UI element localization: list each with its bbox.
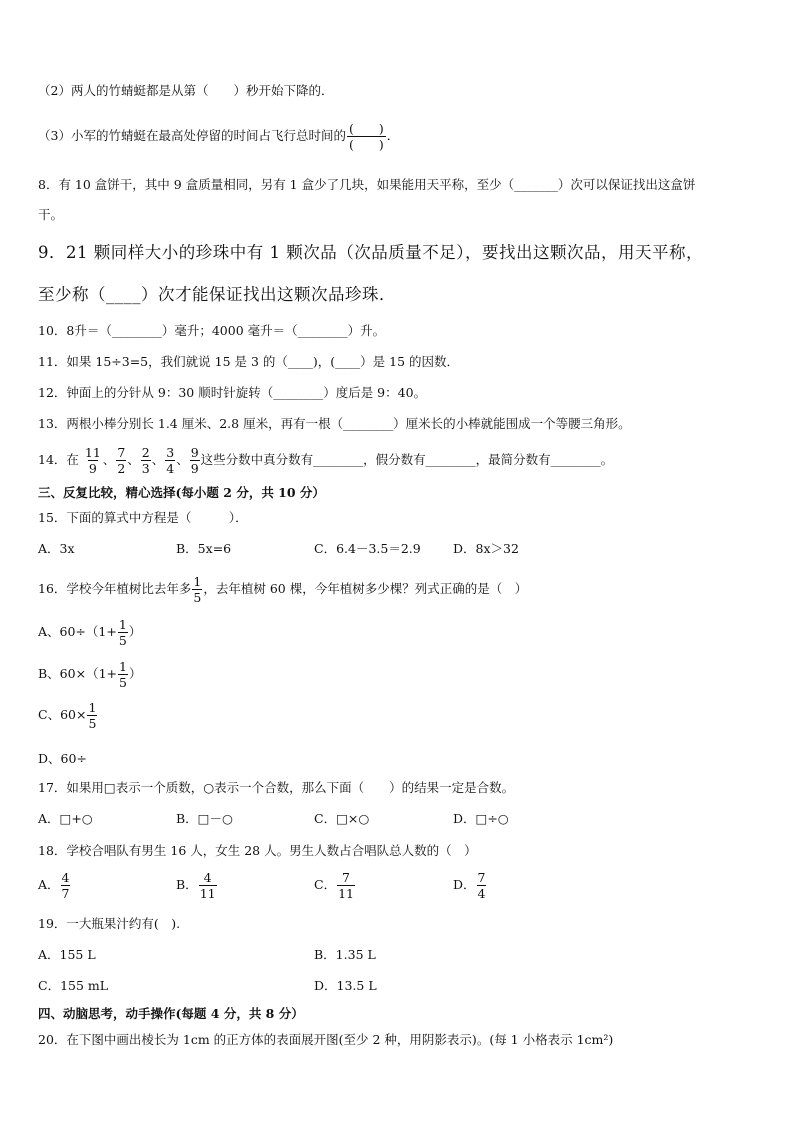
q14-sep: 、 bbox=[102, 452, 116, 467]
q14-frac-num: 7 bbox=[117, 445, 126, 460]
q14-fraction bbox=[116, 445, 126, 476]
q18-option-c[interactable] bbox=[314, 870, 356, 901]
q18-frac-den: 7 bbox=[61, 886, 70, 901]
q18-frac-num: 7 bbox=[477, 870, 486, 885]
q14-fraction bbox=[190, 445, 200, 476]
q19-option-d[interactable]: D．13.5 L bbox=[314, 978, 377, 993]
q12: 12．钟面上的分针从 9：30 顺时针旋转（________）度后是 9：40。 bbox=[38, 385, 427, 400]
q16-opt-a-fraction bbox=[118, 617, 128, 648]
section3-heading: 三、反复比较，精心选择(每小题 2 分，共 10 分） bbox=[38, 485, 325, 500]
q19-stem: 19．一大瓶果汁约有( ). bbox=[38, 916, 181, 931]
q14-fraction bbox=[141, 445, 151, 476]
q16-frac-den: 5 bbox=[119, 675, 127, 690]
q17-option-c[interactable]: C．□×○ bbox=[314, 811, 370, 826]
q10: 10．8升＝（________）毫升；4000 毫升＝（________）升。 bbox=[38, 323, 386, 338]
q7-sub3-fraction bbox=[347, 121, 386, 152]
q14-frac-num: 3 bbox=[166, 445, 175, 460]
q17-option-d[interactable]: D．□÷○ bbox=[453, 811, 509, 826]
q16-option-b[interactable] bbox=[38, 659, 141, 690]
q16-frac-den: 5 bbox=[193, 590, 202, 605]
q11: 11．如果 15÷3=5，我们就说 15 是 3 的（____)，(____）是 15 的因数． bbox=[38, 354, 459, 369]
q16-option-d[interactable]: D、60÷ bbox=[38, 751, 87, 766]
q16-frac-num: 1 bbox=[193, 574, 202, 589]
q14-sep: 、 bbox=[127, 452, 140, 467]
q14-frac-den: 4 bbox=[166, 461, 175, 476]
q16-frac-den: 5 bbox=[118, 633, 127, 648]
q16-option-c[interactable] bbox=[38, 700, 98, 731]
q16-opt-b-post: ） bbox=[128, 666, 142, 681]
q14-suffix: 这些分数中真分数有________，假分数有________，最简分数有________。 bbox=[200, 452, 614, 467]
q16-opt-a-post: ） bbox=[128, 624, 142, 639]
q8-line2: 干。 bbox=[38, 207, 64, 222]
q19-option-b[interactable]: B．1.35 L bbox=[314, 947, 376, 962]
q14-frac-num: 9 bbox=[190, 445, 199, 460]
q18-opt-label: D． bbox=[453, 877, 476, 892]
section4-heading: 四、动脑思考，动手操作(每题 4 分，共 8 分） bbox=[38, 1006, 304, 1021]
q16-opt-c-pre: C、60× bbox=[38, 707, 87, 722]
q17-option-b[interactable]: B．□－○ bbox=[176, 811, 233, 826]
q16-frac-num: 1 bbox=[118, 617, 127, 632]
q7-sub3-den: ( ) bbox=[348, 137, 384, 152]
q15-option-c[interactable]: C．6.4－3.5＝2.9 bbox=[314, 541, 421, 556]
q18-option-a[interactable] bbox=[38, 870, 71, 901]
q14-sep: 、 bbox=[176, 452, 189, 467]
q16-opt-b-pre: B、60×（1+ bbox=[38, 666, 117, 681]
q17-option-a[interactable]: A．□+○ bbox=[38, 811, 93, 826]
q16-opt-b-fraction bbox=[118, 659, 128, 690]
q16-frac-num: 1 bbox=[119, 659, 127, 674]
q16-stem-a: 16．学校今年植树比去年多 bbox=[38, 581, 192, 596]
q19-option-a[interactable]: A．155 L bbox=[38, 947, 96, 962]
q18-frac-num: 4 bbox=[61, 870, 70, 885]
q14-frac-den: 9 bbox=[88, 461, 97, 476]
q7-sub2: （2）两人的竹蜻蜓都是从第（ ）秒开始下降的． bbox=[38, 83, 334, 98]
q14-frac-num: 2 bbox=[141, 445, 150, 460]
q15-option-b[interactable]: B．5x=6 bbox=[176, 541, 232, 556]
q8-line1: 8．有 10 盒饼干，其中 9 盒质量相同，另有 1 盒少了几块，如果能用天平称，至少（_______）次可以保证找出这盒饼 bbox=[38, 177, 696, 192]
q18-stem: 18．学校合唱队有男生 16 人，女生 28 人。男生人数占合唱队总人数的（ ） bbox=[38, 843, 477, 858]
q18-opt-label: B． bbox=[176, 877, 198, 892]
q18-frac-num: 4 bbox=[203, 870, 212, 885]
q16-frac-num: 1 bbox=[88, 700, 97, 715]
q16-opt-c-fraction bbox=[87, 700, 97, 731]
q16-stem bbox=[38, 574, 527, 605]
q17-stem: 17．如果用□表示一个质数，○表示一个合数，那么下面（ ）的结果一定是合数。 bbox=[38, 780, 515, 795]
q20: 20．在下图中画出棱长为 1cm 的正方体的表面展开图(至少 2 种，用阴影表示)。(每 1 小格表示 1cm²) bbox=[38, 1032, 614, 1047]
q18-frac-den: 4 bbox=[477, 886, 486, 901]
q16-stem-b: ，去年植树 60 棵，今年植树多少棵？列式正确的是（ ） bbox=[203, 581, 528, 596]
q18-opt-fraction bbox=[337, 870, 355, 901]
q13: 13．两根小棒分别长 1.4 厘米、2.8 厘米，再有一根（________）厘米长的小棒就能围成一个等腰三角形。 bbox=[38, 416, 631, 431]
q15-option-d[interactable]: D．8x＞32 bbox=[453, 541, 519, 556]
q16-option-a[interactable] bbox=[38, 617, 141, 648]
q7-sub3-end: ． bbox=[386, 128, 400, 143]
q18-opt-fraction bbox=[199, 870, 217, 901]
q16-stem-fraction bbox=[192, 574, 202, 605]
q18-opt-fraction bbox=[61, 870, 71, 901]
q14-frac-den: 2 bbox=[117, 461, 126, 476]
q9-line1: 9．21 颗同样大小的珍珠中有 1 颗次品（次品质量不足），要找出这颗次品，用天平称， bbox=[38, 243, 703, 262]
q14-frac-den: 9 bbox=[190, 461, 199, 476]
q14-frac-num: 11 bbox=[84, 445, 101, 460]
q19-option-c[interactable]: C．155 mL bbox=[38, 978, 109, 993]
q18-frac-den: 11 bbox=[338, 886, 354, 901]
q18-opt-label: A． bbox=[38, 877, 60, 892]
q15-option-a[interactable]: A．3x bbox=[38, 541, 75, 556]
q9-line2: 至少称（____）次才能保证找出这颗次品珍珠． bbox=[38, 285, 396, 304]
q14 bbox=[38, 445, 613, 476]
q18-frac-num: 7 bbox=[342, 870, 350, 885]
q14-frac-den: 3 bbox=[141, 461, 150, 476]
q16-opt-a-pre: A、60÷（1+ bbox=[38, 624, 117, 639]
q14-fraction bbox=[84, 445, 102, 476]
q18-opt-label: C． bbox=[314, 877, 337, 892]
q15-stem: 15．下面的算式中方程是（ ）． bbox=[38, 510, 248, 525]
q7-sub3-num: ( ) bbox=[348, 121, 384, 136]
q14-sep: 、 bbox=[151, 452, 165, 467]
q7-sub3 bbox=[38, 121, 399, 152]
q16-frac-den: 5 bbox=[88, 716, 97, 731]
q14-fraction bbox=[165, 445, 175, 476]
q7-sub3-text: （3）小军的竹蜻蜓在最高处停留的时间占飞行总时间的 bbox=[38, 128, 346, 143]
q18-option-d[interactable] bbox=[453, 870, 487, 901]
q18-opt-fraction bbox=[477, 870, 487, 901]
q18-option-b[interactable] bbox=[176, 870, 218, 901]
q14-prefix: 14．在 bbox=[38, 452, 79, 467]
q18-frac-den: 11 bbox=[199, 886, 216, 901]
